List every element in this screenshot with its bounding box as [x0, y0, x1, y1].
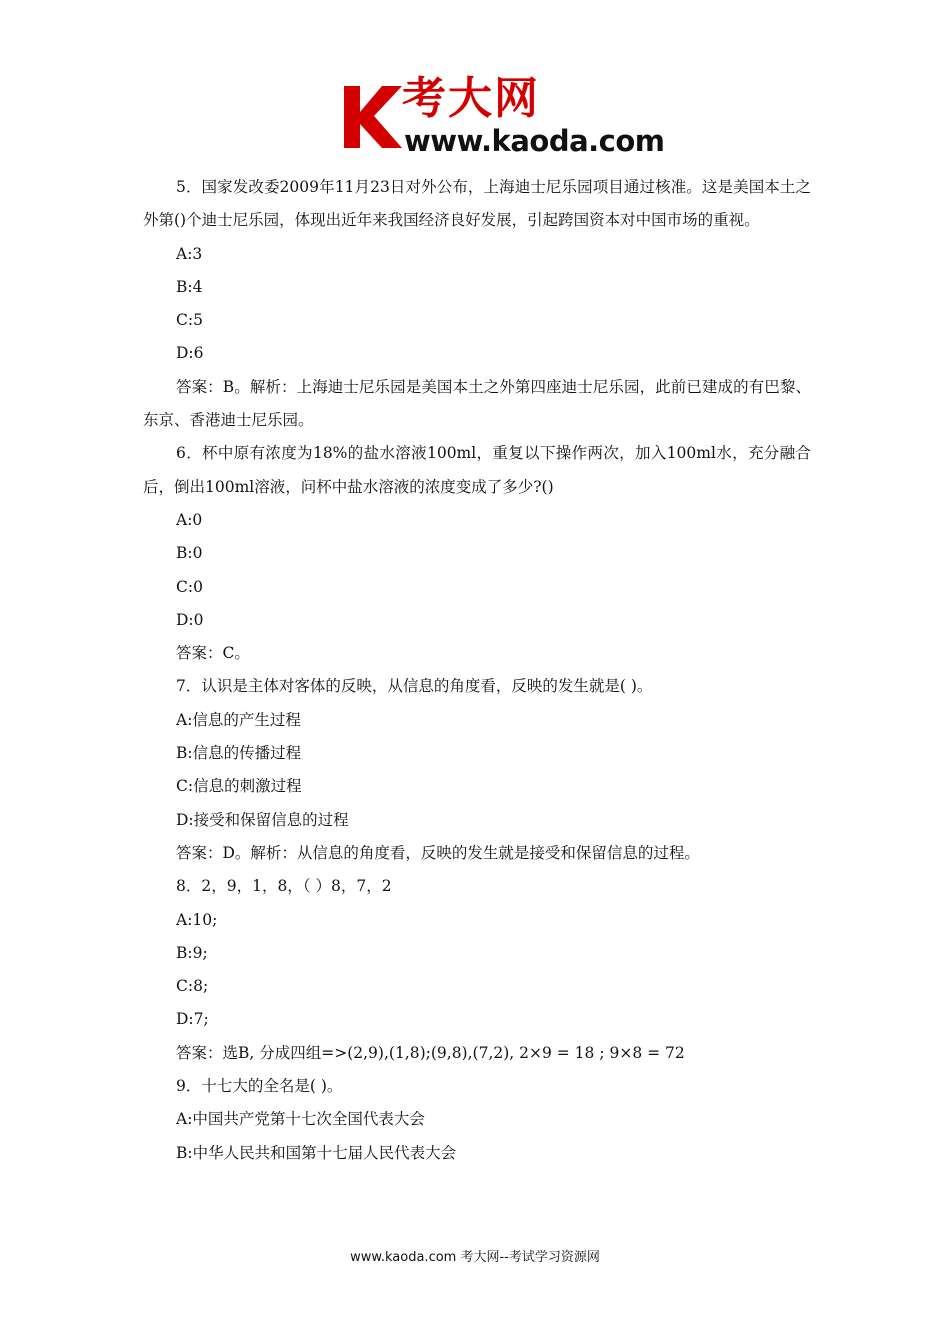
question-7-option-c: C:信息的刺激过程: [176, 777, 302, 796]
page-footer: www.kaoda.com 考大网--考试学习资源网: [350, 1250, 600, 1265]
k-logo-icon: [338, 82, 408, 152]
question-8-option-c: C:8;: [176, 977, 209, 996]
question-8-option-a: A:10;: [176, 910, 218, 929]
question-5-option-b: B:4: [176, 277, 203, 296]
question-9-option-a: A:中国共产党第十七次全国代表大会: [176, 1110, 425, 1129]
question-6-option-d: D:0: [176, 610, 204, 629]
question-7-option-d: D:接受和保留信息的过程: [176, 810, 349, 829]
question-5-answer: 答案：B。解析：上海迪士尼乐园是美国本土之外第四座迪士尼乐园，此前已建成的有巴黎、东京、香港迪士尼乐园。: [143, 377, 811, 430]
question-8-option-d: D:7;: [176, 1010, 209, 1029]
logo-url-text: www.kaoda.com: [404, 124, 665, 158]
question-6-answer: 答案：C。: [176, 644, 250, 663]
site-logo: [338, 73, 668, 160]
logo-chinese-name: 考大网: [402, 73, 540, 124]
question-6-option-c: C:0: [176, 577, 203, 596]
question-8-option-b: B:9;: [176, 943, 208, 962]
question-7-stem: 7．认识是主体对客体的反映，从信息的角度看，反映的发生就是( )。: [176, 677, 653, 696]
question-7-option-b: B:信息的传播过程: [176, 744, 302, 763]
question-8-answer: 答案：选B, 分成四组=>(2,9),(1,8);(9,8),(7,2), 2×9 = 18 ; 9×8 = 72: [176, 1043, 685, 1062]
question-5-stem: 5．国家发改委2009年11月23日对外公布，上海迪士尼乐园项目通过核准。这是美国本土之外第()个迪士尼乐园，体现出近年来我国经济良好发展，引起跨国资本对中国市场的重视。: [143, 178, 811, 230]
question-7-answer: 答案：D。解析：从信息的角度看，反映的发生就是接受和保留信息的过程。: [176, 843, 700, 862]
question-6-stem: 6．杯中原有浓度为18%的盐水溶液100ml，重复以下操作两次，加入100ml水，充分融合后，倒出100ml溶液，问杯中盐水溶液的浓度变成了多少?(): [143, 444, 811, 496]
question-5-option-d: D:6: [176, 344, 204, 363]
question-5-option-c: C:5: [176, 311, 203, 330]
question-6-option-a: A:0: [176, 510, 203, 529]
question-6-option-b: B:0: [176, 544, 203, 563]
question-8-stem: 8．2，9，1，8，（ ）8，7，2: [176, 877, 392, 896]
document-body: [143, 171, 811, 1170]
question-7-option-a: A:信息的产生过程: [176, 710, 301, 729]
question-5-option-a: A:3: [176, 244, 203, 263]
question-9-option-b: B:中华人民共和国第十七届人民代表大会: [176, 1143, 457, 1162]
question-9-stem: 9．十七大的全名是( )。: [176, 1077, 343, 1096]
